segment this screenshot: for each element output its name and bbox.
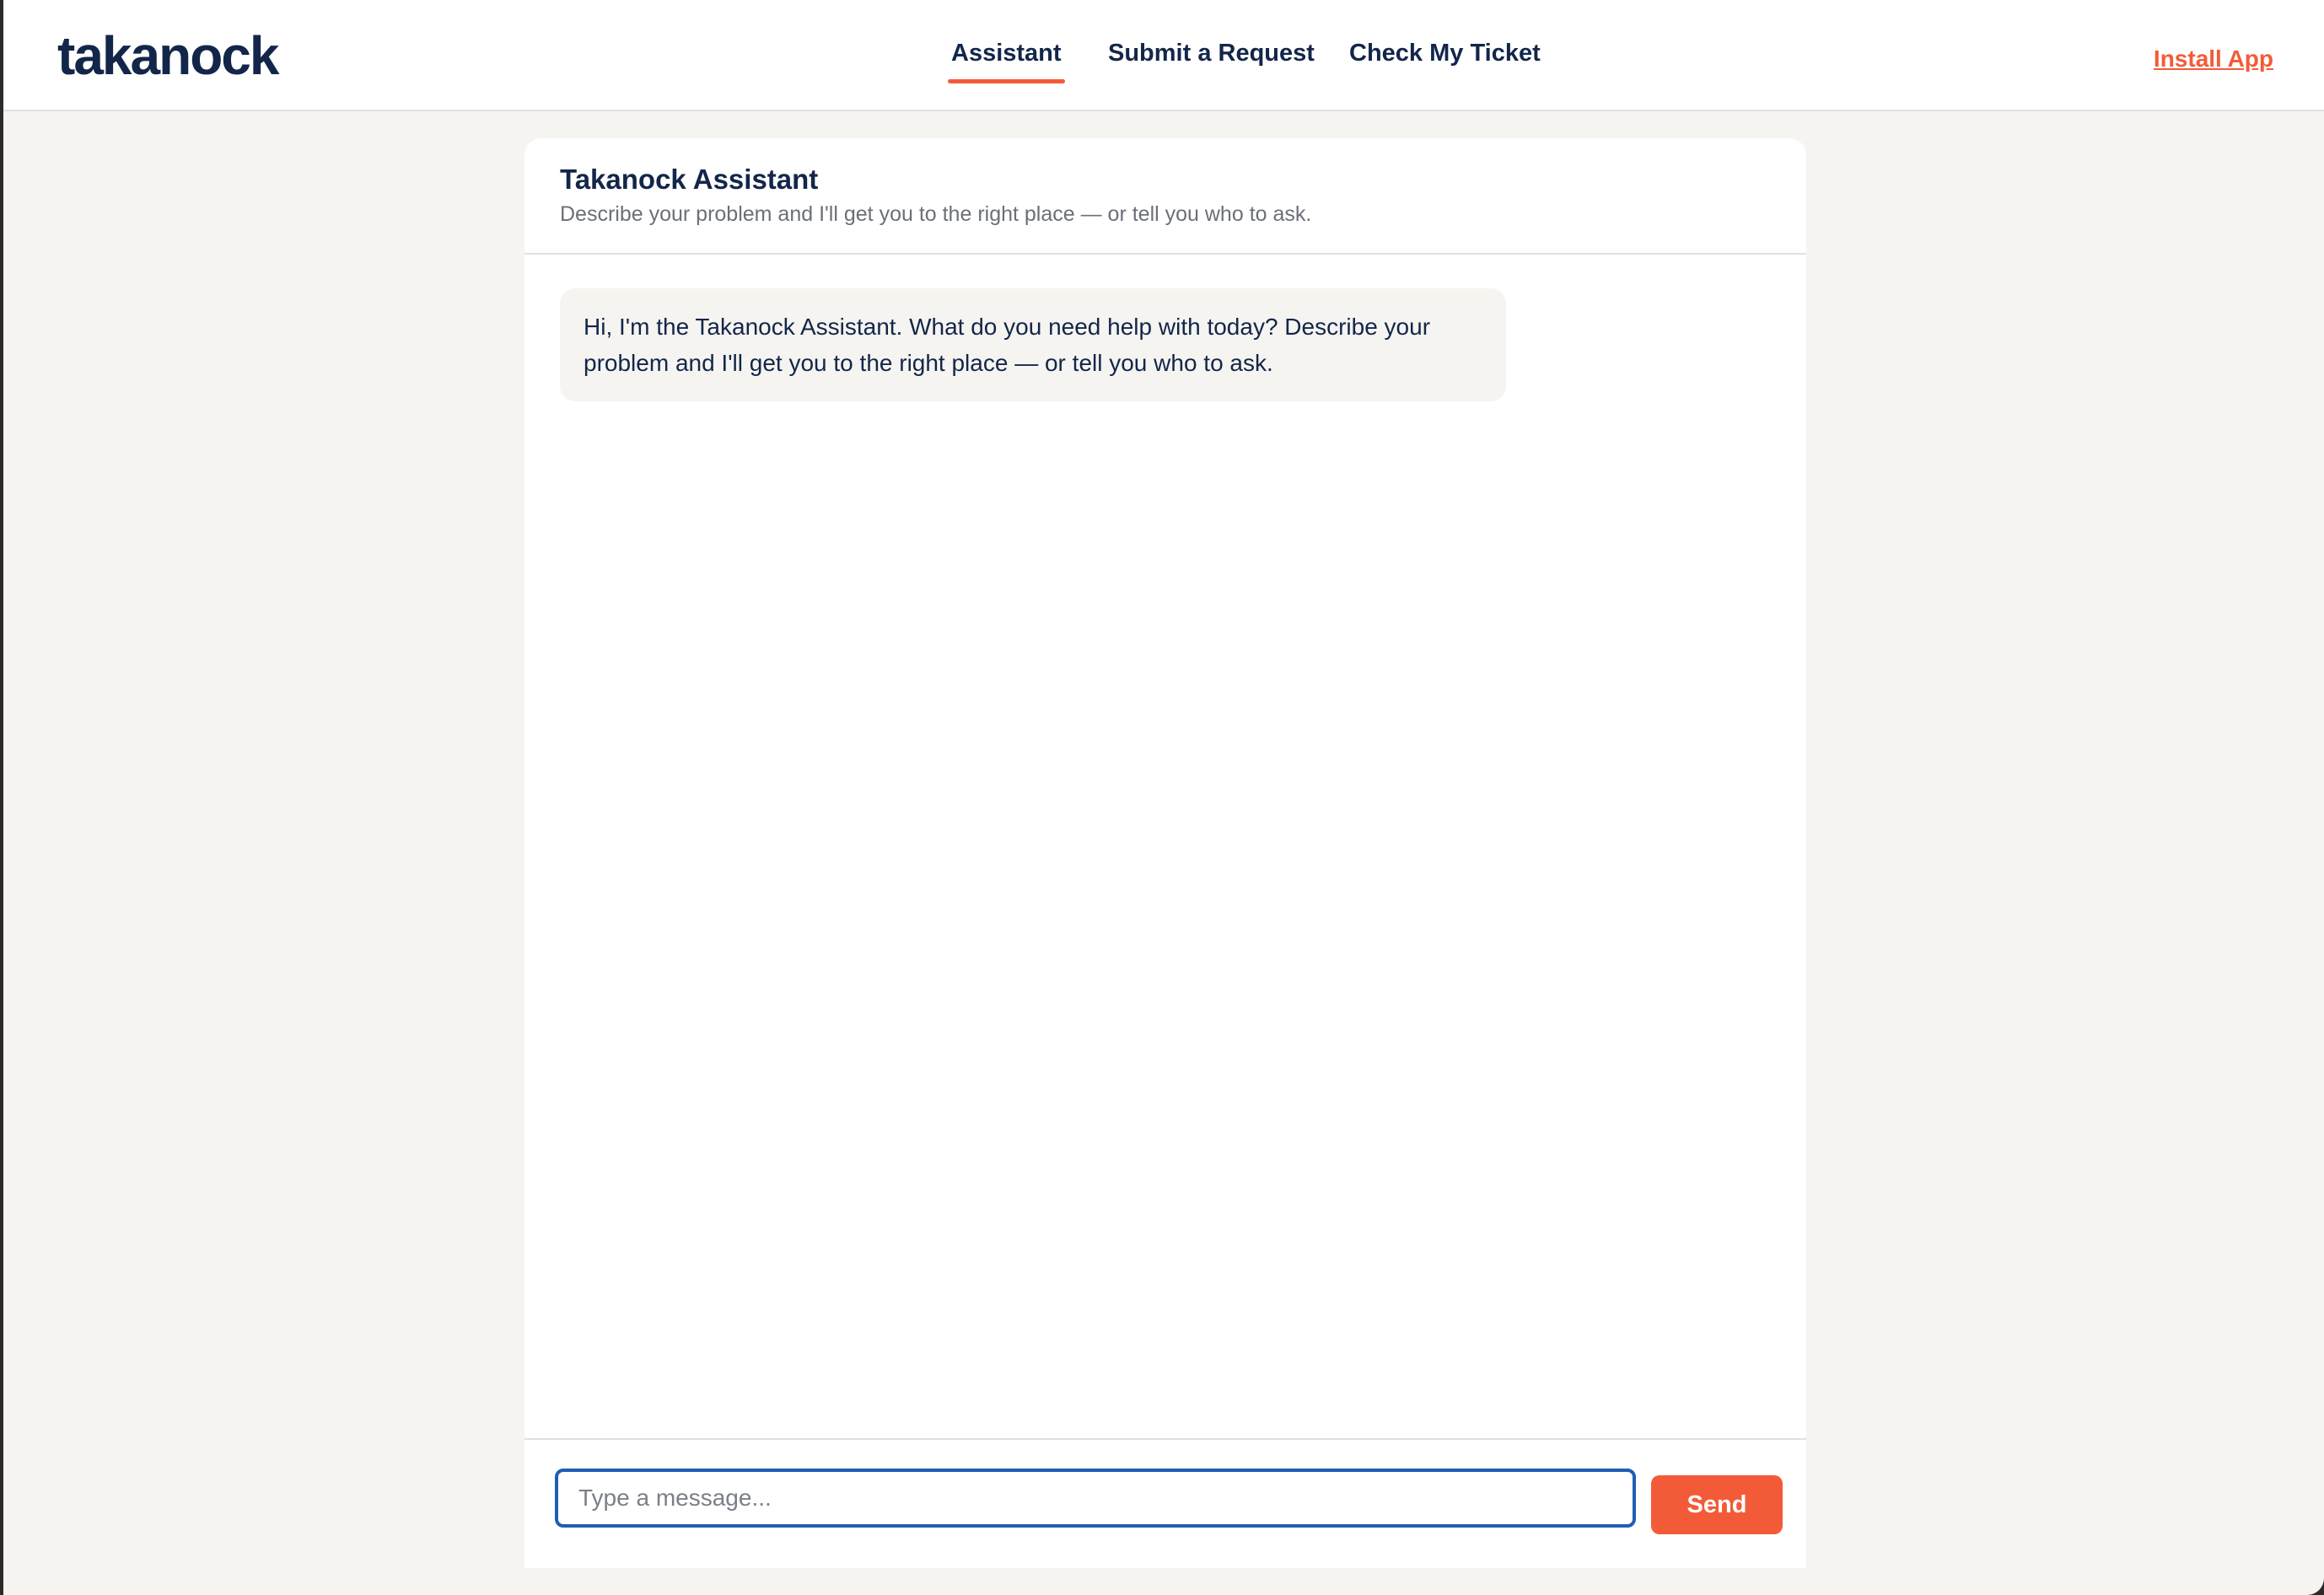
send-button[interactable]: Send: [1651, 1475, 1783, 1534]
install-app-link[interactable]: Install App: [2153, 46, 2273, 72]
main-nav: [3, 34, 2324, 84]
takanock-logo[interactable]: takanock: [57, 25, 278, 86]
app-window: [3, 0, 2324, 1595]
chat-subtitle: Describe your problem and I'll get you to the right place — or tell you who to ask.: [560, 202, 1312, 226]
message-list[interactable]: [525, 255, 1806, 1568]
message-input[interactable]: [555, 1469, 1636, 1528]
nav-tab-check-ticket[interactable]: Check My Ticket: [1349, 40, 1541, 67]
nav-tab-submit-request[interactable]: Submit a Request: [1108, 40, 1315, 67]
message-composer: [525, 1438, 1806, 1568]
assistant-chat-card: [525, 138, 1806, 1568]
nav-tab-assistant[interactable]: Assistant: [951, 34, 1062, 72]
assistant-message-bubble: Hi, I'm the Takanock Assistant. What do you need help with today? Describe your problem and I'll get you to the right place — or tell you who to ask.: [560, 288, 1506, 401]
top-navigation-bar: [3, 0, 2324, 111]
chat-title: Takanock Assistant: [560, 164, 819, 195]
chat-header: [525, 138, 1806, 255]
